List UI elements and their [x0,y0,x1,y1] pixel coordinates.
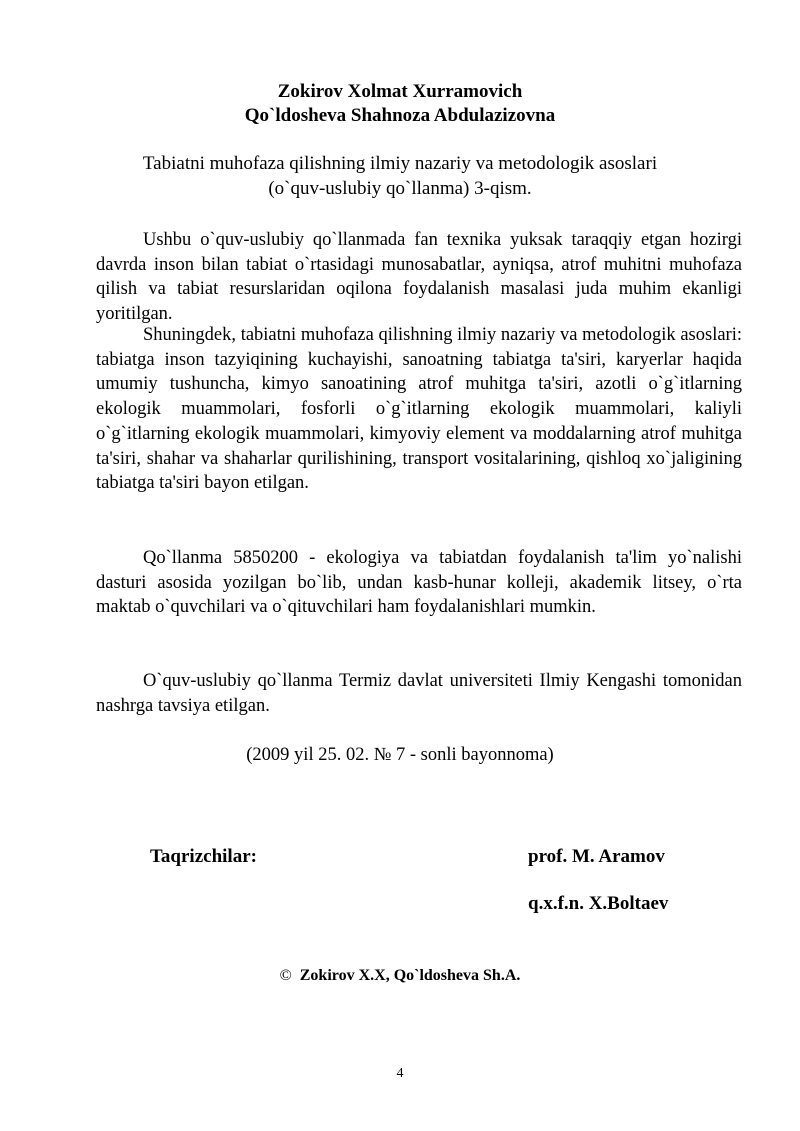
authors-block [0,80,800,128]
protocol-note: (2009 yil 25. 02. № 7 - sonli bayonnoma) [246,745,554,765]
copyright-icon: © [279,967,292,984]
title-line: Tabiatni muhofaza qilishning ilmiy nazariy va metodologik asoslari [142,153,658,174]
document-title [0,151,800,201]
paragraph-intro: Ushbu o`quv-uslubiy qo`llanmada fan texnika yuksak taraqqiy etgan hozirgi davrda inson bilan tabiat o`rtasidagi munosabatlar, ayniqsa, atrof muhitni muhofaza qilish va tabiat resurslaridan oqilona foydalanish masalasi juda muhim ekanligi yoritilgan. [96,230,742,325]
reviewer-name: prof. M. Aramov [528,846,665,867]
reviewers-label: Taqrizchilar: [150,846,257,867]
copyright-line [0,965,800,987]
author-name: Zokirov Xolmat Xurramovich [277,81,523,102]
paragraph-contents: Shuningdek, tabiatni muhofaza qilishning ilmiy nazariy va metodologik asoslari: tabiatga inson tazyiqining kuchayishi, sanoatning tabiatga ta'siri, karyerlar haqida umumiy tushuncha, kimyo sanoatining atrof muhitga ta'siri, azotli o`g`itlarning ekologik muammolari, fosforli o`g`itlarning ekologik muammolari, kaliyli o`g`itlarning ekologik muammolari, kimyoviy element va moddalarning atrof muhitga ta'siri, shahar va shaharlar qurilishining, transport vositalarining, qishloq xo`jaligining tabiatga ta'siri bayon etilgan. [96,325,742,494]
copyright-holders: Zokirov X.X, Qo`ldosheva Sh.A. [299,967,521,984]
paragraph-recommendation: O`quv-uslubiy qo`llanma Termiz davlat universiteti Ilmiy Kengashi tomonidan nashrga tavsiya etilgan. [96,671,742,716]
paragraph-audience: Qo`llanma 5850200 - ekologiya va tabiatdan foydalanish ta'lim yo`nalishi dasturi asosida yozilgan bo`lib, undan kasb-hunar kolleji, akademik litsey, o`rta maktab o`quvchilari va o`qituvchilari ham foydalanishlari mumkin. [96,548,742,618]
author-name: Qo`ldosheva Shahnoza Abdulazizovna [244,105,556,126]
page-number: 4 [396,1066,404,1081]
title-line: (o`quv-uslubiy qo`llanma) 3-qism. [268,178,532,199]
reviewer-name: q.x.f.n. X.Boltaev [528,893,669,914]
